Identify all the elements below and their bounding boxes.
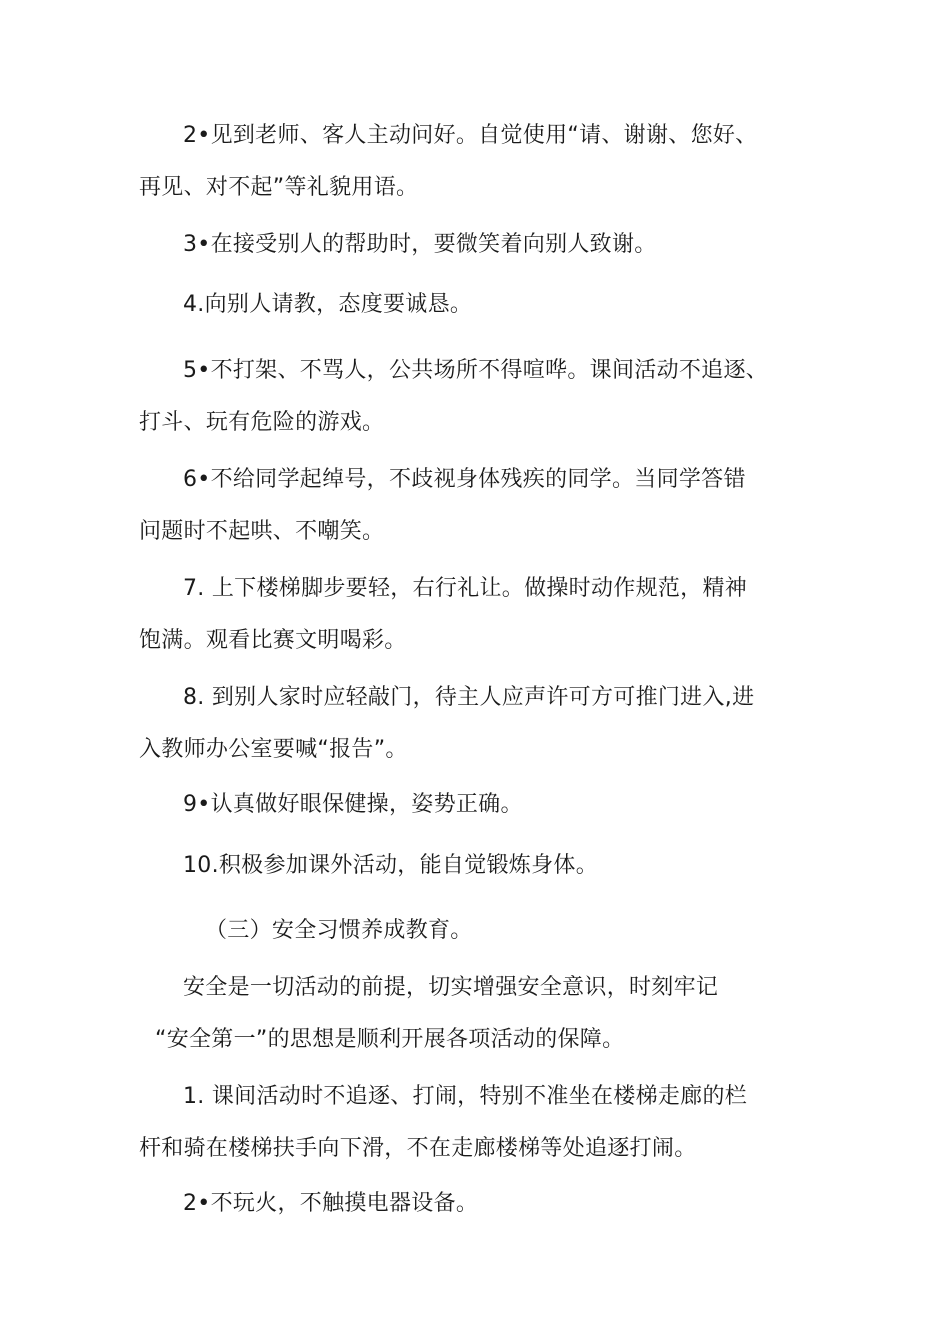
item-6-line-1: 6•不给同学起绰号，不歧视身体残疾的同学。当同学答错 xyxy=(183,467,746,492)
item-9-line-1: 9•认真做好眼保健操，姿势正确。 xyxy=(183,792,523,817)
intro-paragraph-line-2: “安全第一”的思想是顺利开展各项活动的保障。 xyxy=(155,1027,625,1052)
item-8-line-2: 入教师办公室要喊“报告”。 xyxy=(139,737,408,762)
item-10-line-1: 10.积极参加课外活动，能自觉锻炼身体。 xyxy=(183,853,598,878)
item-5-line-1: 5•不打架、不骂人，公共场所不得喧哗。课间活动不追逐、 xyxy=(183,358,769,383)
section-heading: （三）安全习惯养成教育。 xyxy=(205,918,473,943)
safety-item-1-line-2: 杆和骑在楼梯扶手向下滑，不在走廊楼梯等处追逐打闹。 xyxy=(139,1136,697,1161)
item-2-line-2: 再见、对不起”等礼貌用语。 xyxy=(139,175,419,200)
item-7-line-2: 饱满。观看比赛文明喝彩。 xyxy=(139,628,407,653)
item-4-line-1: 4.向别人请教，态度要诚恳。 xyxy=(183,292,473,317)
safety-item-2-line-1: 2•不玩火，不触摸电器设备。 xyxy=(183,1191,479,1216)
item-7-line-1: 7. 上下楼梯脚步要轻，右行礼让。做操时动作规范，精神 xyxy=(183,576,748,601)
item-3-line-1: 3•在接受别人的帮助时，要微笑着向别人致谢。 xyxy=(183,232,657,257)
safety-item-1-line-1: 1. 课间活动时不追逐、打闹，特别不准坐在楼梯走廊的栏 xyxy=(183,1084,748,1109)
item-5-line-2: 打斗、玩有危险的游戏。 xyxy=(139,410,385,435)
item-2-line-1: 2•见到老师、客人主动问好。自觉使用“请、谢谢、您好、 xyxy=(183,123,758,148)
item-8-line-1: 8. 到别人家时应轻敲门，待主人应声许可方可推门进入,进 xyxy=(183,685,755,710)
item-6-line-2: 问题时不起哄、不嘲笑。 xyxy=(139,519,385,544)
intro-paragraph-line-1: 安全是一切活动的前提，切实增强安全意识，时刻牢记 xyxy=(183,975,719,1000)
